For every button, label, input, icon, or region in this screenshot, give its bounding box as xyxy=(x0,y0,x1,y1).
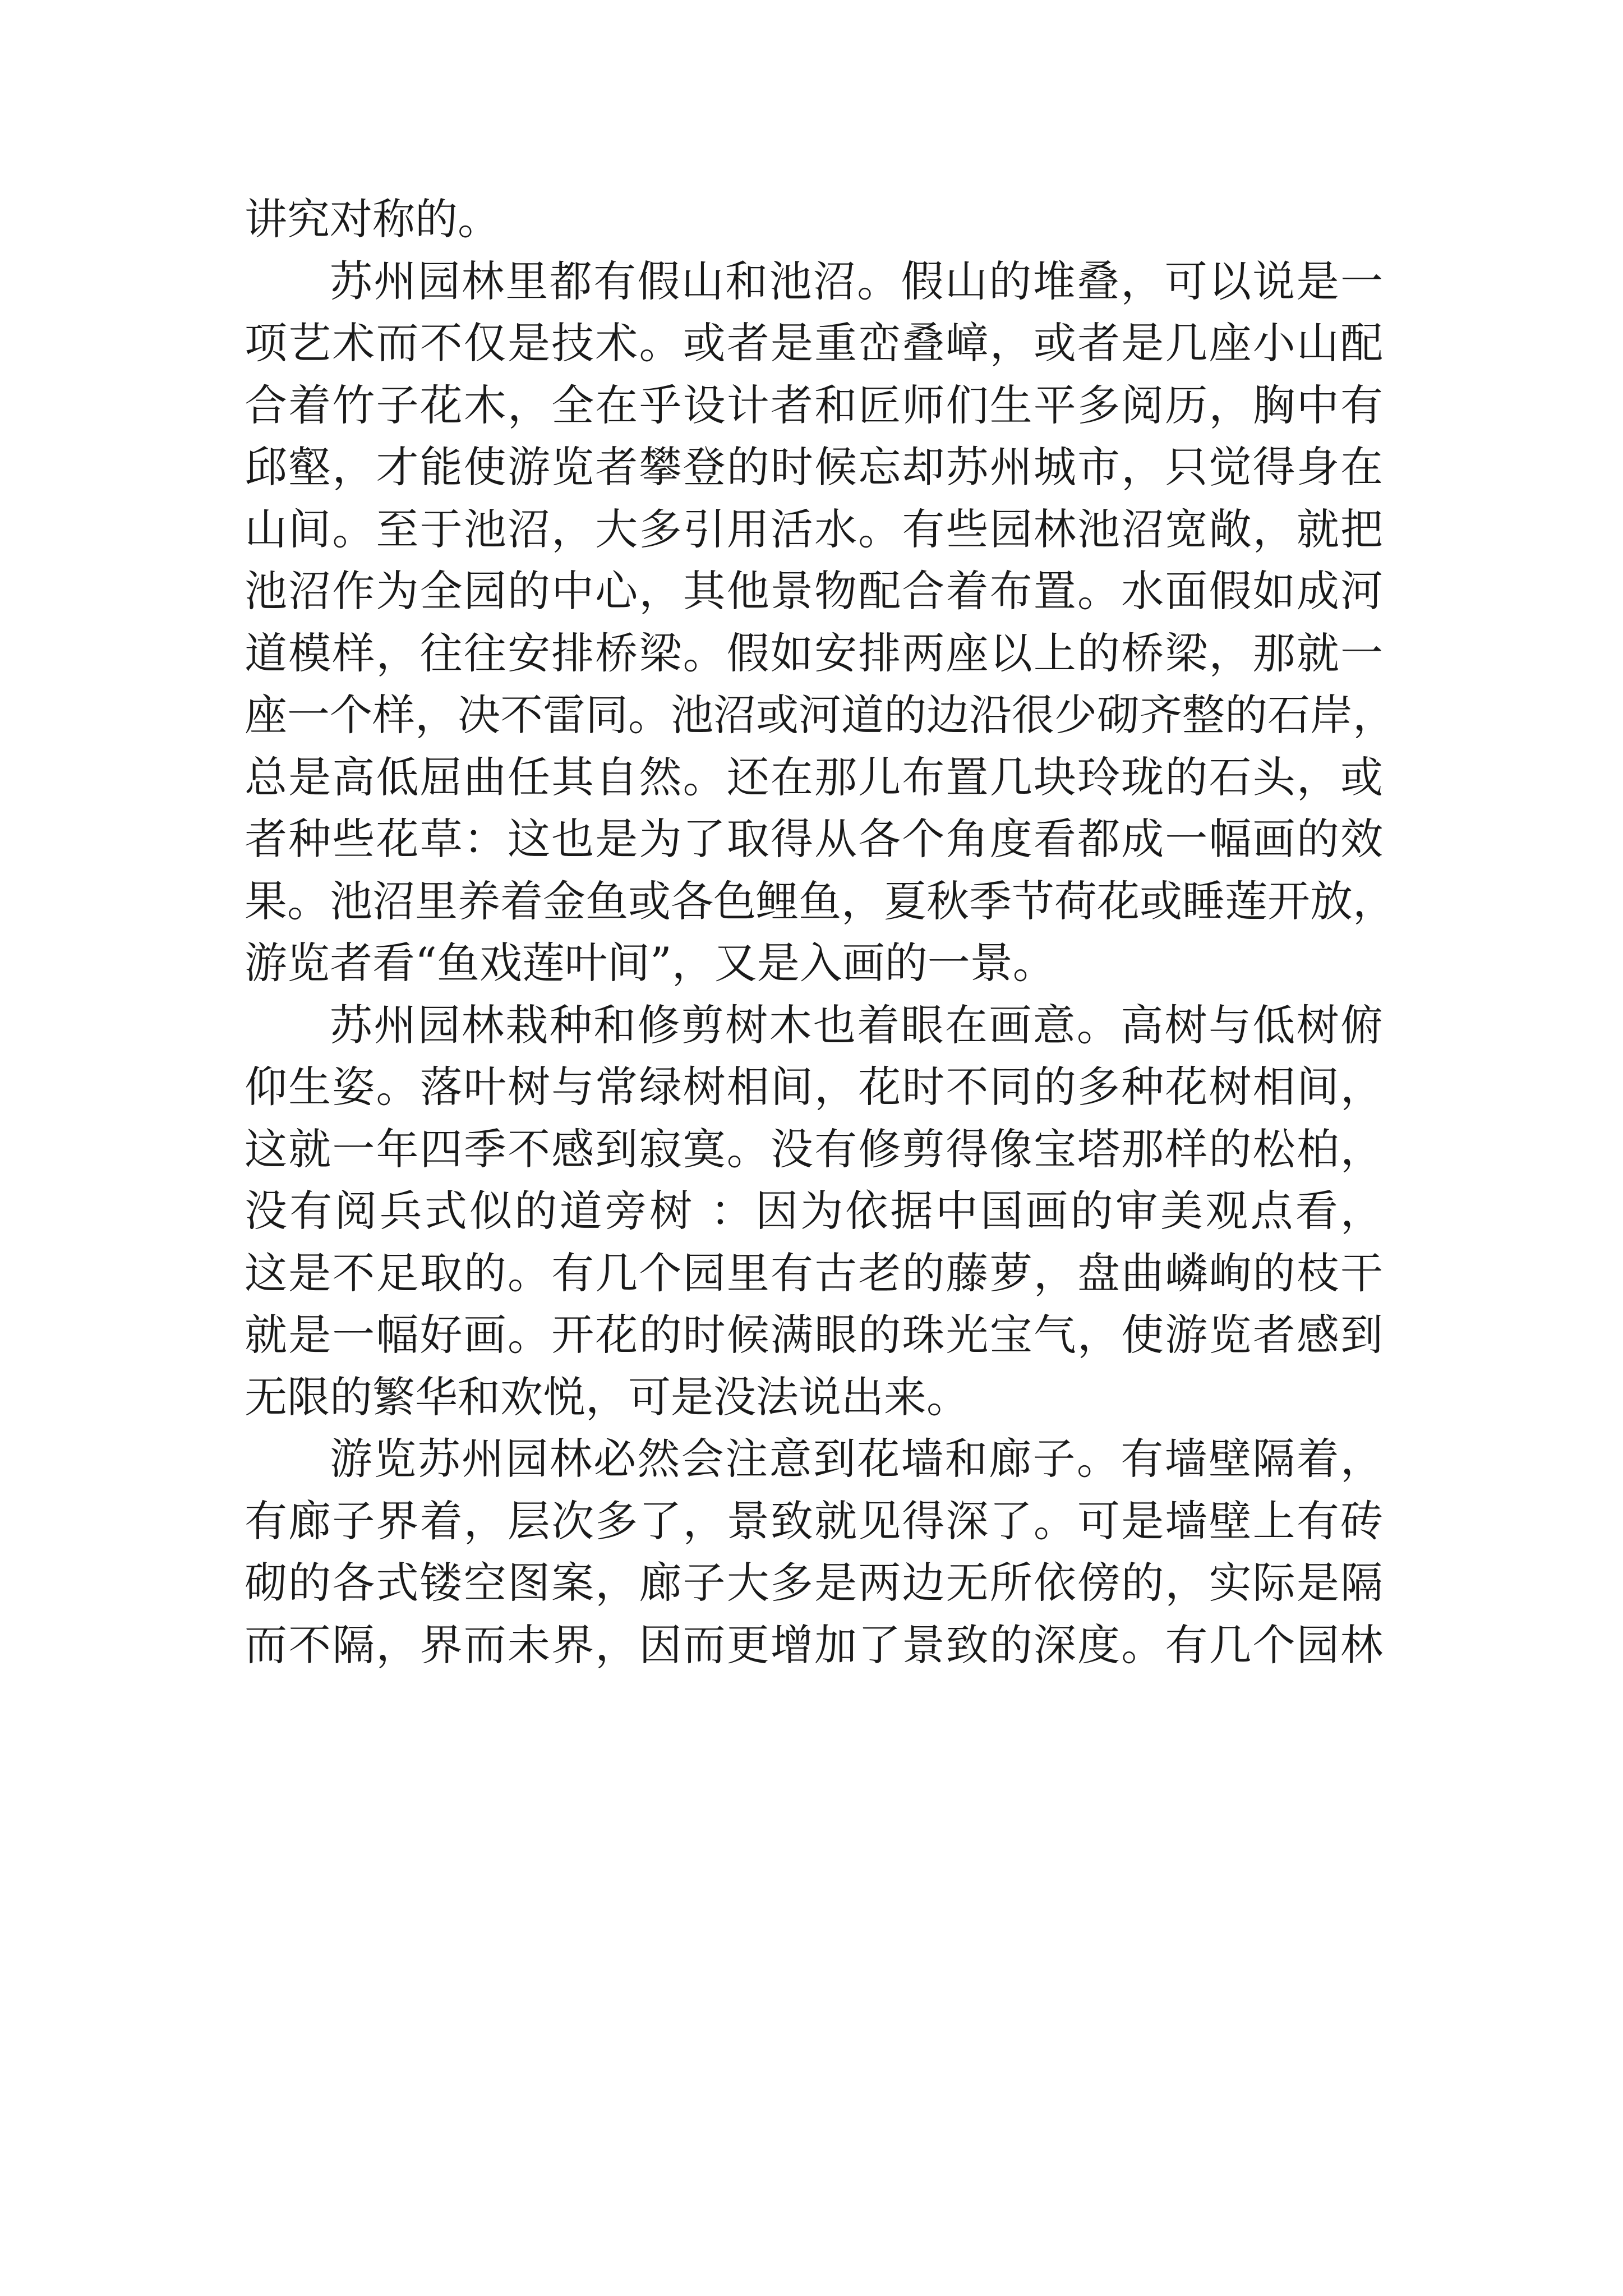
text-line: 砌的各式镂空图案，廊子大多是两边无所依傍的，实际是隔 xyxy=(245,1558,1383,1608)
text-line: 仰生姿。落叶树与常绿树相间，花时不同的多种花树相间， xyxy=(245,1062,1383,1112)
text-line: 者种些花草：这也是为了取得从各个角度看都成一幅画的效 xyxy=(245,814,1383,864)
paragraph-first-line: 游览苏州园林必然会注意到花墙和廊子。有墙壁隔着， xyxy=(330,1434,1383,1484)
text-line: 就是一幅好画。开花的时候满眼的珠光宝气，使游览者感到 xyxy=(245,1310,1383,1360)
paragraph-first-line: 苏州园林里都有假山和池沼。假山的堆叠，可以说是一 xyxy=(330,256,1383,306)
text-line: 这就一年四季不感到寂寞。没有修剪得像宝塔那样的松柏， xyxy=(245,1124,1383,1174)
text-line: 山间。至于池沼，大多引用活水。有些园林池沼宽敞，就把 xyxy=(245,504,1383,554)
text-line: 邱壑，才能使游览者攀登的时候忘却苏州城市，只觉得身在 xyxy=(245,442,1383,492)
text-line: 这是不足取的。有几个园里有古老的藤萝，盘曲嶙峋的枝干 xyxy=(245,1248,1383,1298)
text-line: 有廊子界着，层次多了，景致就见得深了。可是墙壁上有砖 xyxy=(245,1496,1383,1546)
body-text xyxy=(245,188,1395,1676)
text-line: 道模样，往往安排桥梁。假如安排两座以上的桥梁，那就一 xyxy=(245,628,1383,678)
text-line: 项艺术而不仅是技术。或者是重峦叠嶂，或者是几座小山配 xyxy=(245,318,1383,368)
text-line: 池沼作为全园的中心，其他景物配合着布置。水面假如成河 xyxy=(245,566,1383,616)
text-line: 果。池沼里养着金鱼或各色鲤鱼，夏秋季节荷花或睡莲开放， xyxy=(245,876,1395,926)
paragraph-first-line: 苏州园林栽种和修剪树木也着眼在画意。高树与低树俯 xyxy=(330,1000,1383,1050)
text-line: 合着竹子花木，全在乎设计者和匠师们生平多阅历，胸中有 xyxy=(245,380,1383,430)
text-line: 游览者看“鱼戏莲叶间”，又是入画的一景。 xyxy=(245,938,1055,988)
text-line: 讲究对称的。 xyxy=(245,194,500,244)
text-line: 座一个样，决不雷同。池沼或河道的边沿很少砌齐整的石岸， xyxy=(245,690,1395,740)
text-line: 而不隔，界而未界，因而更增加了景致的深度。有几个园林 xyxy=(245,1619,1383,1670)
text-line: 没有阅兵式似的道旁树 ：因为依据中国画的审美观点看， xyxy=(245,1186,1383,1236)
text-line: 总是高低屈曲任其自然。还在那儿布置几块玲珑的石头，或 xyxy=(245,752,1383,802)
text-line: 无限的繁华和欢悦，可是没法说出来。 xyxy=(245,1372,969,1422)
